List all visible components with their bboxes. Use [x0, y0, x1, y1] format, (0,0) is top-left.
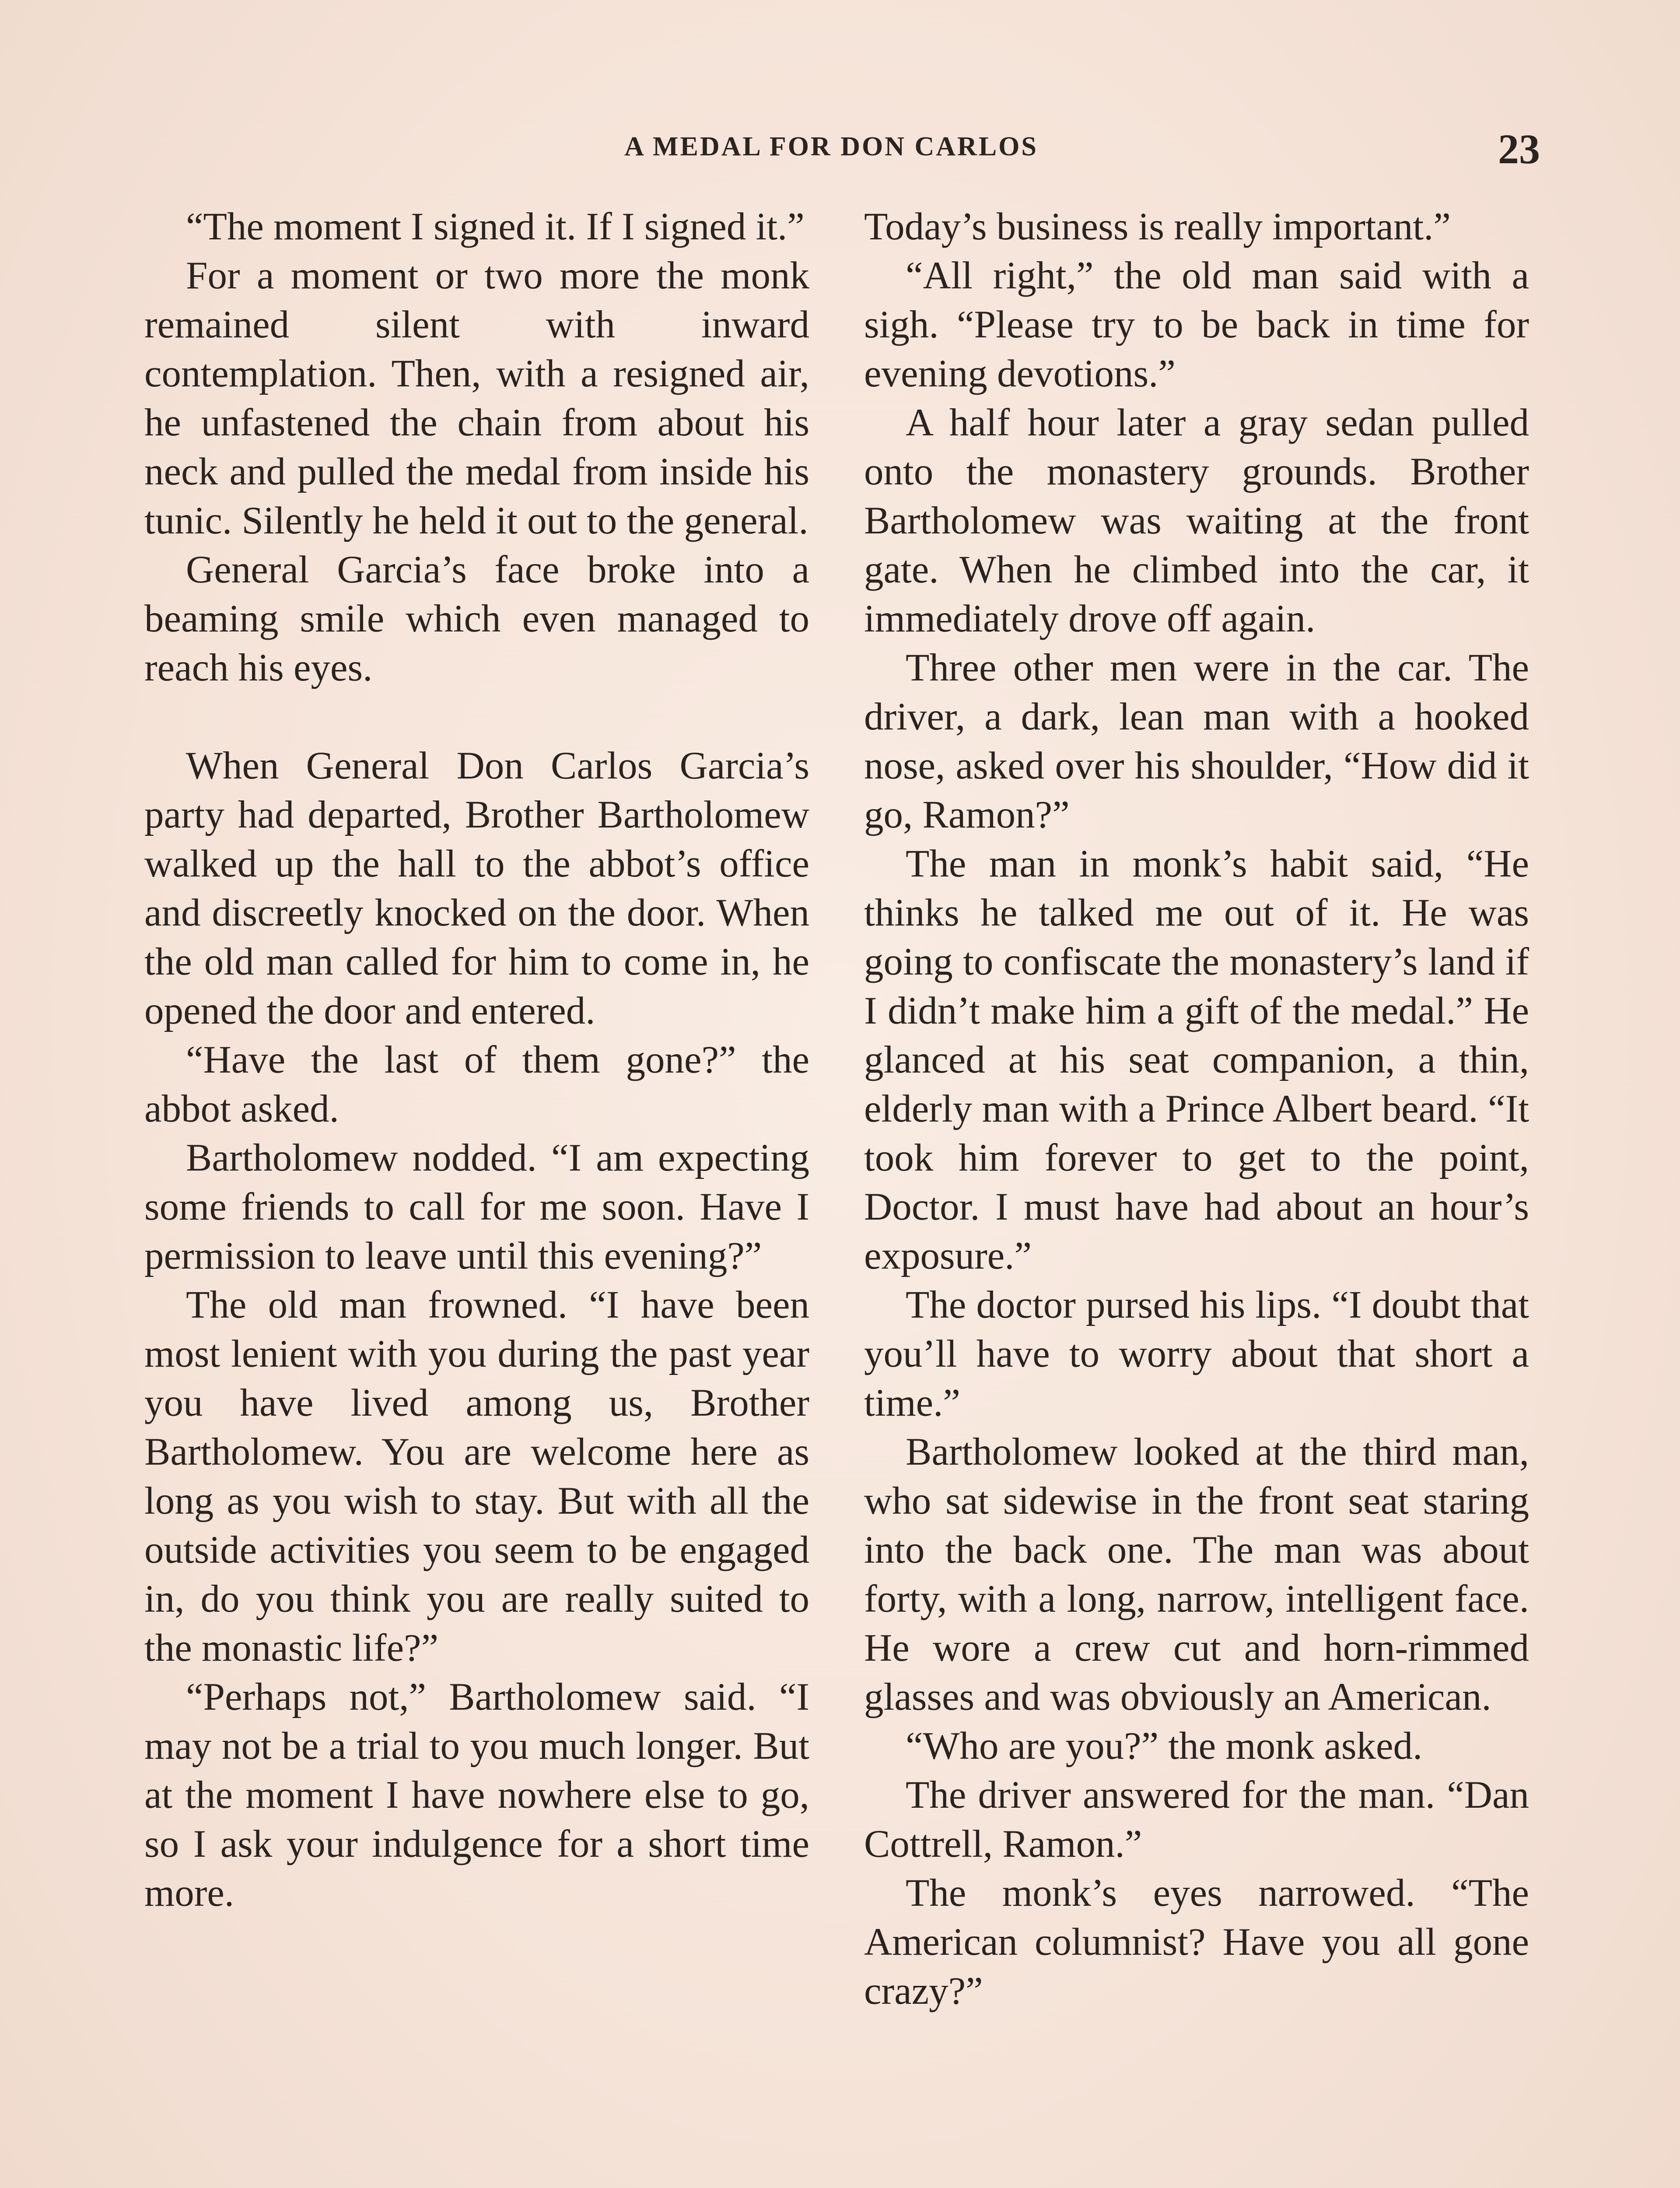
paragraph: “Who are you?” the monk asked. — [906, 1725, 1423, 1767]
paragraph: A half hour later a gray sedan pulled onto the monastery grounds. Brother Bartholomew was waiting at the front gate. When he climbed into the car, it immediately drove off again. — [864, 401, 1529, 640]
left-column — [144, 202, 809, 1918]
paragraph: “Perhaps not,” Bartholomew said. “I may not be a trial to you much longer. But at the moment I have nowhere else to go, so I ask your indulgence for a short time more. — [144, 1676, 809, 1914]
page-number: 23 — [1498, 126, 1540, 172]
paragraph: “Have the last of them gone?” the abbot asked. — [144, 1038, 809, 1130]
paragraph: Three other men were in the car. The driver, a dark, lean man with a hooked nose, asked over his shoulder, “How did it go, Ramon?” — [864, 646, 1529, 836]
paragraph: The old man frowned. “I have been most lenient with you during the past year you have lived among us, Brother Bartholomew. You are welcome here as long as you wish to stay. But with all the outside activities you seem to be engaged in, do you think you are really suited to the monastic life?” — [144, 1283, 809, 1669]
paragraph: The man in monk’s habit said, “He thinks he talked me out of it. He was going to confiscate the monastery’s land if I didn’t make him a gift of the medal.” He glanced at his seat companion, a thin, elderly man with a Prince Albert beard. “It took him forever to get to the point, Doctor. I must have had about an hour’s exposure.” — [864, 842, 1529, 1277]
right-column — [864, 202, 1529, 2016]
paragraph: Bartholomew nodded. “I am expecting some friends to call for me soon. Have I permission to leave until this evening?” — [144, 1136, 809, 1277]
paragraph: The monk’s eyes narrowed. “The American columnist? Have you all gone crazy?” — [864, 1872, 1529, 2013]
paragraph: Today’s business is really important.” — [864, 205, 1451, 248]
paragraph: “All right,” the old man said with a sigh. “Please try to be back in time for evening devotions.” — [864, 254, 1529, 395]
paragraph: The driver answered for the man. “Dan Cottrell, Ramon.” — [864, 1774, 1529, 1865]
paragraph: The doctor pursed his lips. “I doubt that you’ll have to worry about that short a time.” — [864, 1283, 1529, 1424]
paragraph: General Garcia’s face broke into a beaming smile which even managed to reach his eyes. — [144, 548, 809, 689]
paragraph: Bartholomew looked at the third man, who sat sidewise in the front seat staring into the back one. The man was about forty, with a long, narrow, intelligent face. He wore a crew cut and horn-rimmed glasses and was obviously an American. — [864, 1431, 1529, 1718]
running-title: A MEDAL FOR DON CARLOS — [624, 132, 1038, 161]
paragraph: When General Don Carlos Garcia’s party had departed, Brother Bartholomew walked up the hall to the abbot’s office and discreetly knocked on the door. When the old man called for him to come in, he opened the door and entered. — [144, 744, 809, 1032]
paragraph: For a moment or two more the monk remained silent with inward contemplation. Then, with a resigned air, he unfastened the chain from about his neck and pulled the medal from inside his tunic. Silently he held it out to the general. — [144, 254, 809, 542]
paragraph: “The moment I signed it. If I signed it.” — [186, 205, 805, 248]
